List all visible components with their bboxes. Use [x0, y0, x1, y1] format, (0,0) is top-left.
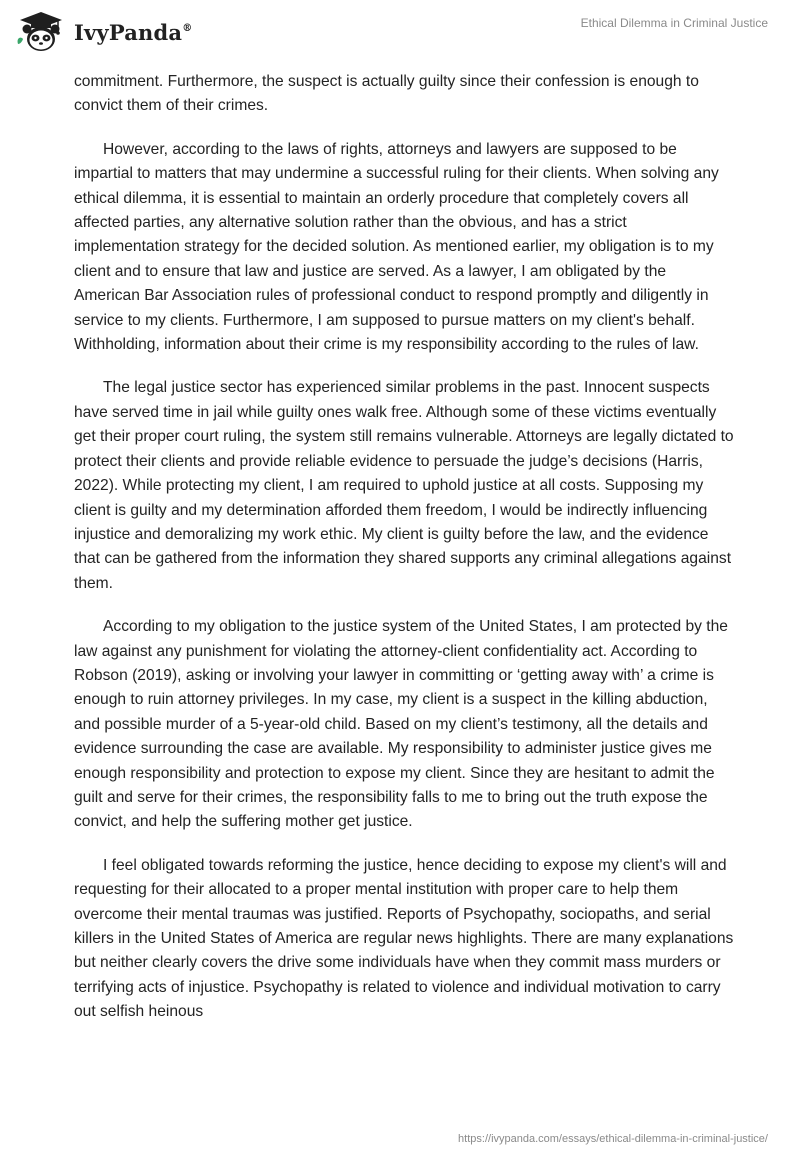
paragraph: However, according to the laws of rights, attorneys and lawyers are supposed to be impartial to matters that may undermine a successful ruling for their clients. When solving any ethical dilemma, it is essential to maintain an orderly procedure that completely covers all affected parties, any alternative solution rather than the obvious, and has a strict implementation strategy for the decided solution. As mentioned earlier, my obligation is to my client and to ensure that law and justice are served. As a lawyer, I am obligated by the American Bar Association rules of professional conduct to respond promptly and diligently in service to my clients. Furthermore, I am supposed to pursue matters on my client's behalf. Withholding, information about their crime is my responsibility according to the rules of law.	[74, 140, 719, 354]
panda-graduate-icon	[14, 10, 68, 54]
ivypanda-logo[interactable]	[14, 10, 192, 54]
logo-wordmark	[74, 20, 192, 45]
page-header	[0, 0, 800, 60]
paragraph-continuation: commitment. Furthermore, the suspect is actually guilty since their confession is enough to convict them of their crimes.	[74, 73, 699, 115]
paragraph: According to my obligation to the justice system of the United States, I am protected by the law against any punishment for violating the attorney-client confidentiality act. According to Robson (2019), asking or involving your lawyer in committing or ‘getting away with’ a crime is enough to ruin attorney privileges. In my case, my client is a suspect in the killing abduction, and possible murder of a 5-year-old child. Based on my client’s testimony, all the details and evidence surrounding the case are available. My responsibility to administer justice gives me enough responsibility and protection to expose my client. Since they are hesitant to admit the guilt and serve for their crimes, the responsibility falls to me to bring out the truth expose the convict, and help the suffering mother get justice.	[74, 618, 728, 831]
logo-text: IvyPanda	[74, 19, 183, 45]
paragraph: The legal justice sector has experienced similar problems in the past. Innocent suspects have served time in jail while guilty ones walk free. Although some of these victims eventually get their proper court ruling, the system still remains vulnerable. Attorneys are legally dictated to protect their clients and provide reliable evidence to persuade the judge’s decisions (Harris, 2022). While protecting my client, I am required to uphold justice at all costs. Supposing my client is guilty and my determination afforded them freedom, I would be indirectly influencing injustice and demoralizing my work ethic. My client is guilty before the law, and the evidence that can be gathered from the information they shared supports any criminal allegations against them.	[74, 379, 734, 592]
source-url[interactable]: https://ivypanda.com/essays/ethical-dilemma-in-criminal-justice/	[458, 1133, 768, 1145]
registered-mark: ®	[182, 22, 193, 34]
paragraph: I feel obligated towards reforming the justice, hence deciding to expose my client's will and requesting for their allocated to a proper mental institution with proper care to help them overcome their mental traumas was justified. Reports of Psychopathy, sociopaths, and serial killers in the United States of America are regular news highlights. There are many explanations but neither clearly covers the drive some individuals have when they commit mass murders or terrifying acts of injustice. Psychopathy is related to violence and individual motivation to carry out selfish heinous	[74, 856, 734, 1021]
document-title: Ethical Dilemma in Criminal Justice	[580, 16, 768, 30]
essay-body	[74, 70, 734, 1044]
